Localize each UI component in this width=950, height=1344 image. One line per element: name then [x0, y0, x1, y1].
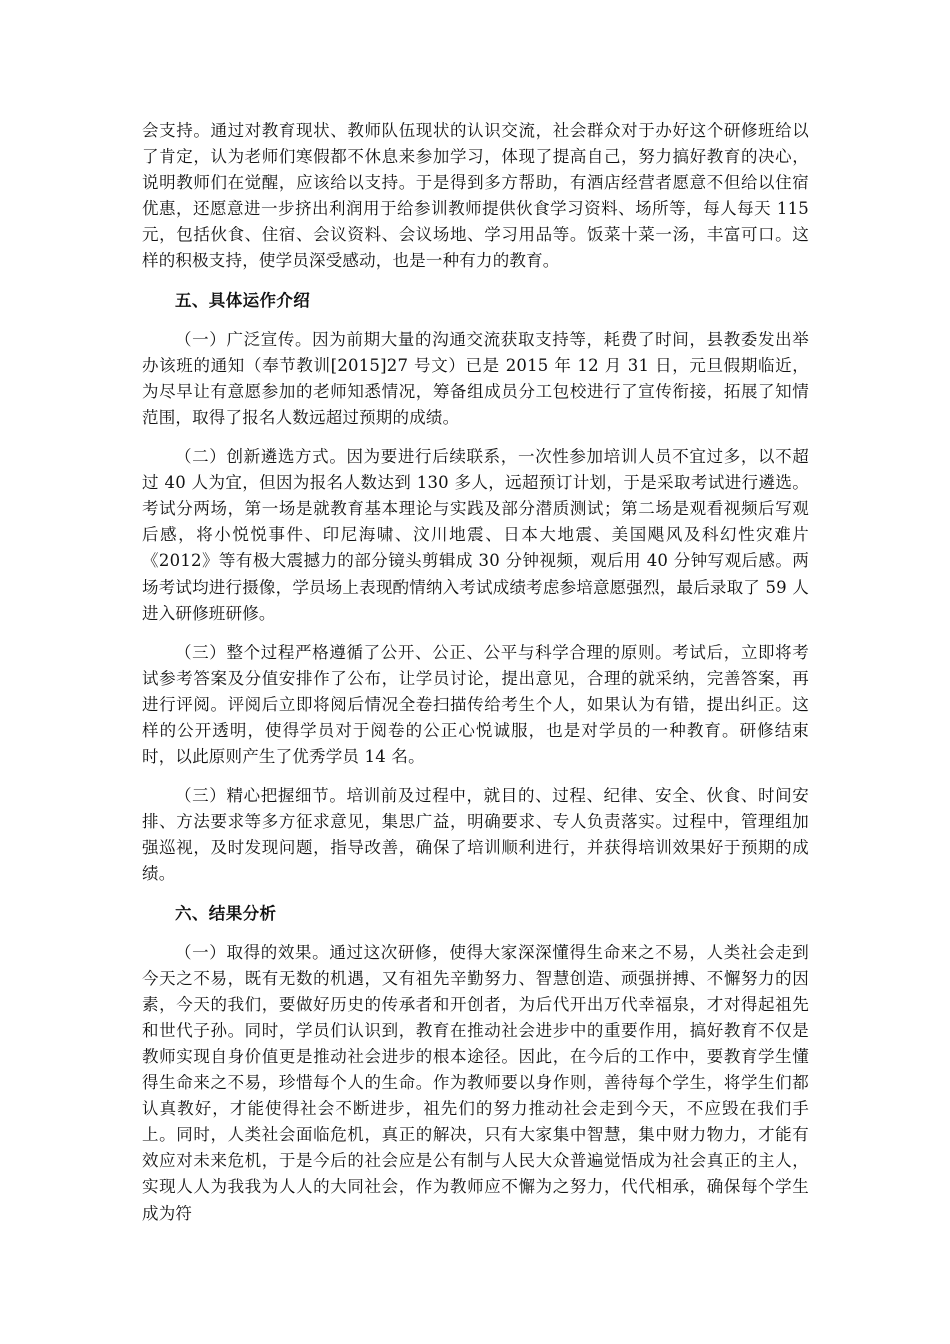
paragraph-selection: （二）创新遴选方式。因为要进行后续联系，一次性参加培训人员不宜过多，以不超过 40 人为宜，但因为报名人数达到 130 多人，远超预订计划，于是采取考试进行遴选。考试分两场，第一场是就教育基本理论与实践及部分潜质测试；第二场是观看视频后写观后感，将小悦悦事件、印尼海啸、汶川地震、日本大地震、美国飓风及科幻性灾难片《2012》等有极大震撼力的部分镜头剪辑成 30 分钟视频，观后用 40 分钟写观后感。两场考试均进行摄像，学员场上表现酌情纳入考试成绩考虑参培意愿强烈，最后录取了 59 人进入研修班研修。: [142, 447, 809, 623]
paragraph-continued: 会支持。通过对教育现状、教师队伍现状的认识交流，社会群众对于办好这个研修班给以了肯定，认为老师们寒假都不休息来参加学习，体现了提高自己，努力搞好教育的决心，说明教师们在觉醒，应该给以支持。于是得到多方帮助，有酒店经营者愿意不但给以住宿优惠，还愿意进一步挤出利润用于给参训教师提供伙食学习资料、场所等，每人每天 115 元，包括伙食、住宿、会议资料、会议场地、学习用品等。饭菜十菜一汤，丰富可口。这样的积极支持，使学员深受感动，也是一种有力的教育。: [142, 121, 809, 271]
section-heading-5: 五、具体运作介绍: [175, 290, 311, 310]
document-page: [142, 118, 809, 1227]
section-heading-6: 六、结果分析: [175, 903, 277, 923]
paragraph-results: （一）取得的效果。通过这次研修，使得大家深深懂得生命来之不易，人类社会走到今天之不易，既有无数的机遇，又有祖先辛勤努力、智慧创造、顽强拼搏、不懈努力的因素，今天的我们，要做好历史的传承者和开创者，为后代开出万代幸福泉，才对得起祖先和世代子孙。同时，学员们认识到，教育在推动社会进步中的重要作用，搞好教育不仅是教师实现自身价值更是推动社会进步的根本途径。因此，在今后的工作中，要教育学生懂得生命来之不易，珍惜每个人的生命。作为教师要以身作则，善待每个学生，将学生们都认真教好，才能使得社会不断进步，祖先们的努力推动社会走到今天，不应毁在我们手上。同时，人类社会面临危机，真正的解决，只有大家集中智慧，集中财力物力，才能有效应对未来危机，于是今后的社会应是公有制与人民大众普遍觉悟成为社会真正的主人，实现人人为我我为人人的大同社会，作为教师应不懈为之努力，代代相承，确保每个学生成为符: [142, 942, 809, 1223]
paragraph-principles: （三）整个过程严格遵循了公开、公正、公平与科学合理的原则。考试后，立即将考试参考答案及分值安排作了公布，让学员讨论，提出意见，合理的就采纳，完善答案，再进行评阅。评阅后立即将阅后情况全卷扫描传给考生个人，如果认为有错，提出纠正。这样的公开透明，使得学员对于阅卷的公正心悦诚服，也是对学员的一种教育。研修结束时，以此原则产生了优秀学员 14 名。: [142, 642, 809, 767]
paragraph-details: （三）精心把握细节。培训前及过程中，就目的、过程、纪律、安全、伙食、时间安排、方法要求等多方征求意见，集思广益，明确要求、专人负责落实。过程中，管理组加强巡视，及时发现问题，指导改善，确保了培训顺利进行，并获得培训效果好于预期的成绩。: [142, 786, 809, 884]
paragraph-publicity: （一）广泛宣传。因为前期大量的沟通交流获取支持等，耗费了时间，县教委发出举办该班的通知（奉节教训[2015]27 号文）已是 2015 年 12 月 31 日，元旦假期临近，为尽早让有意愿参加的老师知悉情况，筹备组成员分工包校进行了宣传衔接，拓展了知情范围，取得了报名人数远超过预期的成绩。: [142, 329, 809, 427]
